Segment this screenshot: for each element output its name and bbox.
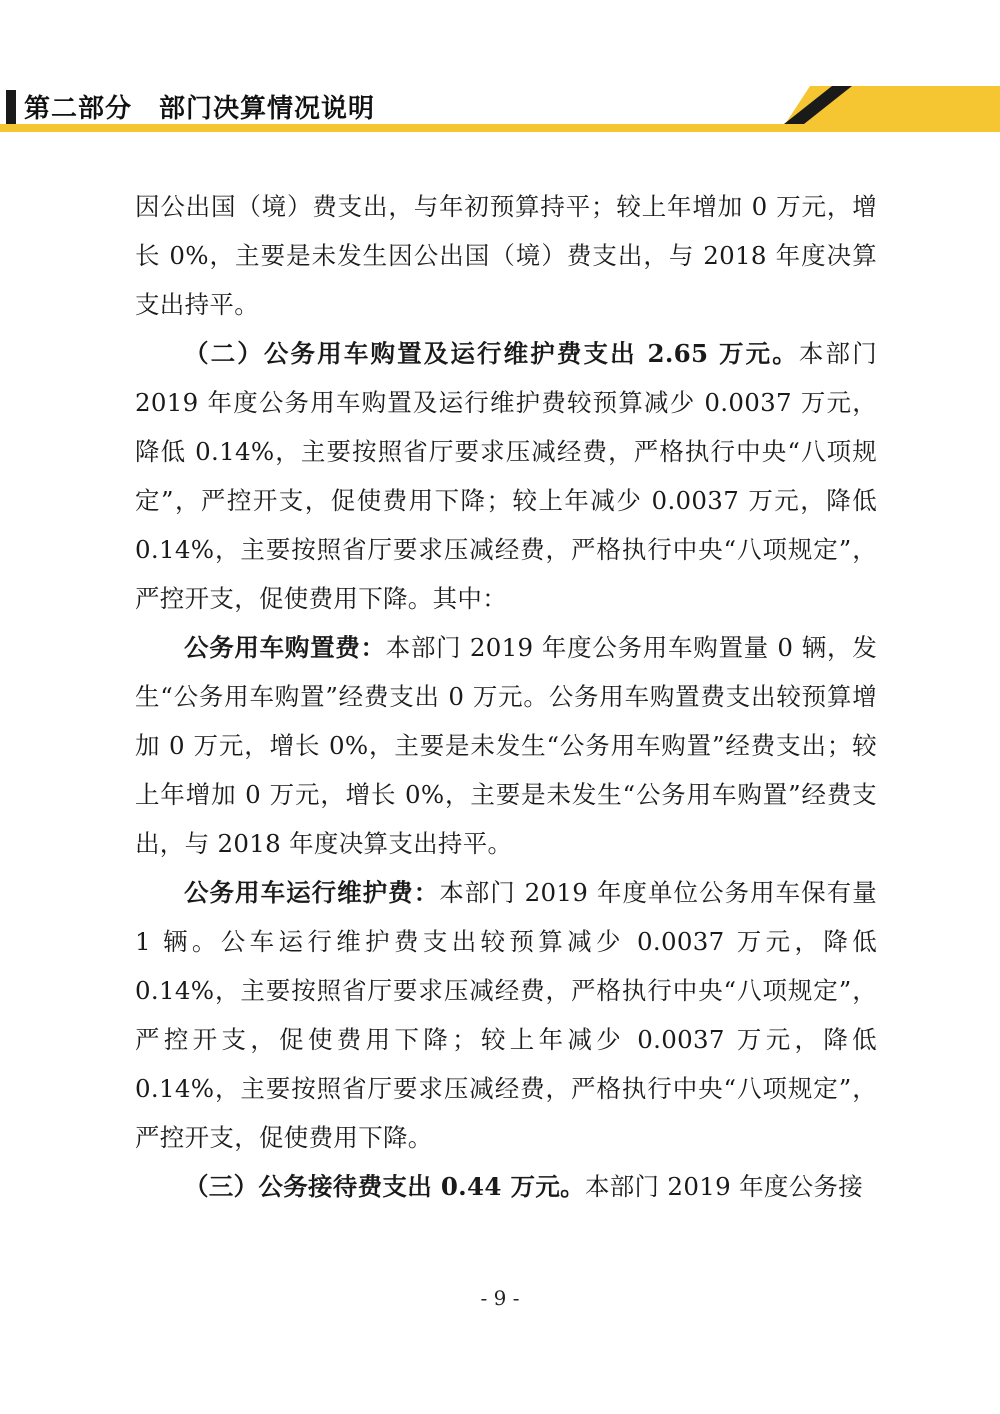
- header-marker: [6, 90, 16, 124]
- paragraph-text: 本部门 2019 年度公务用车购置量 0 辆，发生“公务用车购置”经费支出 0 万元。公务用车购置费支出较预算增加 0 万元，增长 0%，主要是未发生“公务用车购置”经费支出；较上年增加 0 万元，增长 0%，主要是未发生“公务用车购置”经费支出，与 2018 年度决算支出持平。: [135, 633, 877, 858]
- paragraph-text: 本部门 2019 年度公务接: [584, 1172, 864, 1201]
- paragraph-text: 本部门 2019 年度公务用车购置及运行维护费较预算减少 0.0037 万元，降低 0.14%，主要按照省厅要求压减经费，严格执行中央“八项规定”，严控开支，促使费用下降；较上年减少 0.0037 万元，降低 0.14%，主要按照省厅要求压减经费，严格执行中央“八项规定”，严控开支，促使费用下降。其中：: [135, 339, 877, 613]
- paragraph-heading: 公务用车购置费：: [184, 633, 386, 662]
- paragraph-heading: （三）公务接待费支出 0.44 万元。: [184, 1172, 585, 1201]
- paragraph: [135, 329, 877, 623]
- paragraph: [135, 623, 877, 868]
- page-header: [0, 0, 1000, 140]
- paragraph-text: 本部门 2019 年度单位公务用车保有量 1 辆。公车运行维护费支出较预算减少 0.0037 万元，降低 0.14%，主要按照省厅要求压减经费，严格执行中央“八项规定”，严控开支，促使费用下降；较上年减少 0.0037 万元，降低 0.14%，主要按照省厅要求压减经费，严格执行中央“八项规定”，严控开支，促使费用下降。: [135, 878, 877, 1152]
- body-text: [135, 182, 877, 1211]
- paragraph-text: 因公出国（境）费支出，与年初预算持平；较上年增加 0 万元，增长 0%，主要是未发生因公出国（境）费支出，与 2018 年度决算支出持平。: [135, 192, 877, 319]
- paragraph: [135, 868, 877, 1162]
- header-decoration: [780, 86, 1000, 132]
- section-title: 第二部分 部门决算情况说明: [24, 94, 376, 124]
- page-number: - 9 -: [480, 1286, 520, 1310]
- paragraph: [135, 182, 877, 329]
- paragraph-heading: （二）公务用车购置及运行维护费支出 2.65 万元。: [184, 339, 799, 368]
- paragraph: [135, 1162, 877, 1211]
- paragraph-heading: 公务用车运行维护费：: [184, 878, 440, 907]
